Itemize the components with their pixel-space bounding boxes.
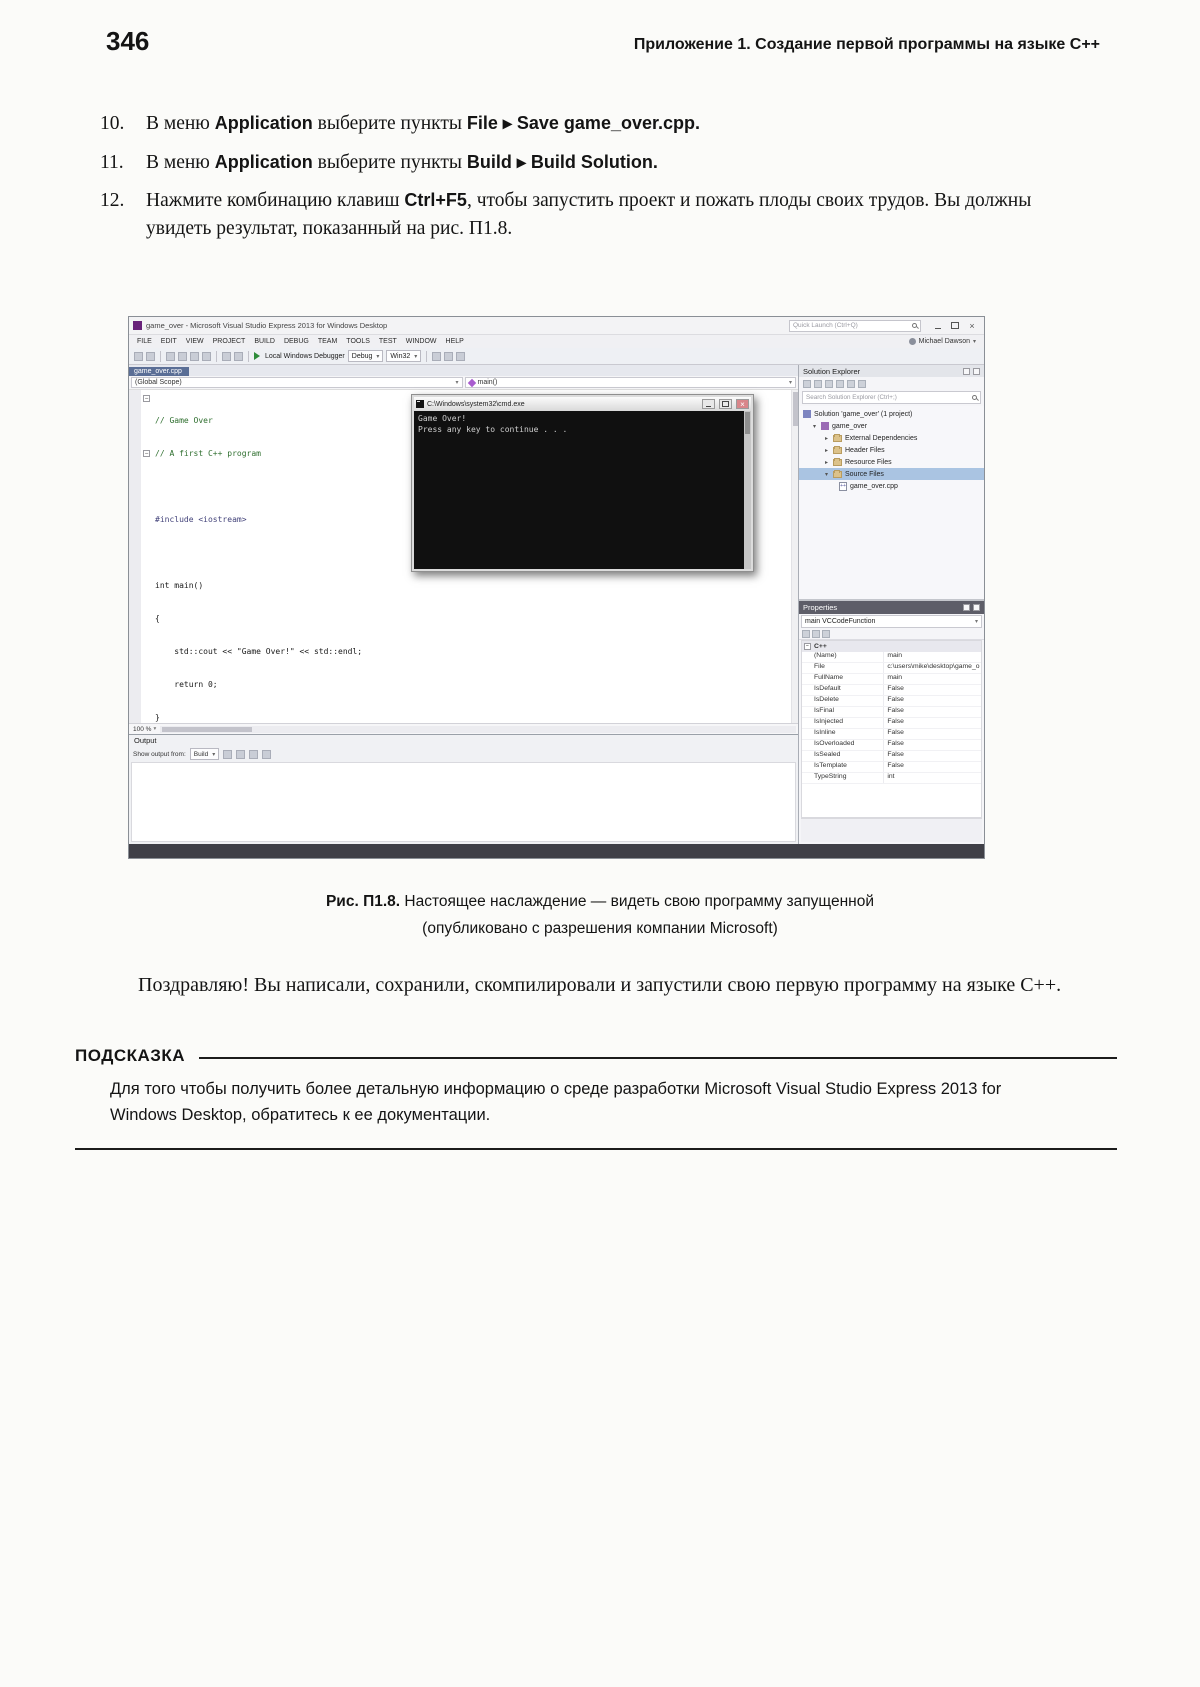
property-name: TypeString (802, 773, 884, 783)
tip-heading (75, 1046, 1117, 1066)
platform-dropdown[interactable] (386, 350, 421, 362)
property-value: False (887, 685, 904, 692)
pin-icon[interactable] (963, 604, 970, 611)
solution-explorer-toolbar (799, 377, 984, 390)
forward-icon[interactable] (146, 352, 155, 361)
property-value: False (887, 729, 904, 736)
step-text: выберите пункты (312, 151, 467, 173)
scrollbar-thumb[interactable] (745, 412, 750, 434)
vs-toolbar (129, 348, 984, 365)
tree-item-header-files[interactable] (799, 444, 984, 456)
toolbar-options-icon[interactable] (456, 352, 465, 361)
run-button[interactable]: Local Windows Debugger (265, 352, 345, 360)
property-row[interactable] (802, 696, 981, 707)
property-value: c:\users\mike\desktop\game_o (887, 663, 980, 670)
figure-caption (0, 888, 1200, 942)
code-line: // Game Over (155, 416, 213, 425)
menu-item-tools[interactable]: TOOLS (346, 338, 370, 345)
property-name: IsTemplate (802, 762, 884, 772)
pin-icon[interactable] (963, 368, 970, 375)
start-debug-icon[interactable] (254, 352, 260, 360)
alphabetical-icon[interactable] (812, 630, 820, 638)
file-tab-game-over-cpp[interactable]: game_over.cpp (129, 367, 189, 376)
step-text: В меню (146, 113, 215, 134)
property-pages-icon[interactable] (822, 630, 830, 638)
properties-grid (801, 640, 982, 818)
shortcut-text: Ctrl+F5 (404, 190, 467, 211)
method-icon (467, 378, 475, 386)
right-panel-column (799, 365, 984, 844)
property-name: IsDelete (802, 696, 884, 706)
tree-item-label: game_over.cpp (850, 482, 898, 490)
menu-item-build[interactable]: BUILD (254, 338, 275, 345)
property-row[interactable] (802, 652, 981, 663)
numbered-steps (100, 110, 1060, 254)
console-title: C:\Windows\system32\cmd.exe (427, 400, 525, 408)
property-name: IsSealed (802, 751, 884, 761)
find-icon[interactable] (432, 352, 441, 361)
step-text: В меню (146, 151, 215, 173)
body-paragraph: Поздравляю! Вы написали, сохранили, скомпилировали и запустили свою первую программу на языке C++. (138, 974, 1062, 996)
editor-tab-bar (129, 365, 798, 376)
chevron-collapsed-icon[interactable] (823, 459, 830, 466)
figure-screenshot (128, 316, 985, 859)
back-icon[interactable] (134, 352, 143, 361)
solution-tree (799, 406, 984, 599)
caption-line-2: (опубликовано с разрешения компании Microsoft) (422, 920, 778, 938)
tree-item-game-over-cpp[interactable] (799, 480, 984, 492)
code-line: #include <iostream> (155, 515, 247, 524)
console-minimize-button[interactable] (702, 399, 715, 409)
console-close-button[interactable] (736, 399, 749, 409)
open-file-icon[interactable] (178, 352, 187, 361)
solution-explorer-title: Solution Explorer (803, 366, 861, 376)
sync-with-active-document-icon[interactable] (847, 380, 855, 388)
step-text: , чтобы запустить проект и пожать плоды своих трудов. Вы должны увидеть результат, показанный на рис. П1.8. (146, 190, 1032, 240)
zoom-dropdown[interactable] (131, 726, 158, 733)
search-icon (912, 323, 917, 328)
properties-panel (799, 601, 984, 844)
editor-navigation-bar (129, 376, 798, 390)
search-placeholder: Search Solution Explorer (Ctrl+;) (806, 394, 897, 401)
property-name: FullName (802, 674, 884, 684)
tree-item-label: Source Files (845, 470, 884, 478)
step-item-11 (100, 149, 1060, 177)
member-value: main() (477, 379, 498, 386)
chevron-collapsed-icon[interactable] (823, 435, 830, 442)
search-icon (972, 395, 977, 400)
property-value: False (887, 762, 904, 769)
property-row[interactable] (802, 773, 981, 784)
properties-titlebar (799, 601, 984, 614)
property-description-area (801, 818, 982, 842)
output-toolbar (129, 747, 798, 761)
show-output-from-label: Show output from: (133, 750, 186, 758)
undo-icon[interactable] (222, 352, 231, 361)
tree-item-label: Resource Files (845, 458, 892, 466)
scope-value: (Global Scope) (135, 379, 182, 386)
property-category-row[interactable] (802, 641, 981, 652)
step-number: 11. (100, 151, 124, 173)
save-all-icon[interactable] (202, 352, 211, 361)
cpp-project-icon (821, 422, 829, 430)
code-line: // A first C++ program (155, 449, 261, 458)
tree-item-solution[interactable] (799, 408, 984, 420)
member-dropdown[interactable] (465, 377, 797, 388)
solution-explorer-search-input[interactable] (802, 391, 981, 404)
scrollbar-thumb[interactable] (162, 727, 252, 732)
editor-horizontal-scrollbar[interactable] (160, 726, 796, 733)
cpp-file-icon (839, 482, 847, 491)
step-text: выберите пункты (312, 113, 467, 134)
menu-item-project[interactable]: PROJECT (212, 338, 246, 345)
console-window[interactable] (411, 394, 754, 572)
solution-explorer-panel (799, 365, 984, 601)
tip-text: Для того чтобы получить более детальную информацию о среде разработки Microsoft Visual Studio Express 2013 for Windows Desktop, обратитесь к ее документации. (110, 1080, 1002, 1125)
property-name: IsFinal (802, 707, 884, 717)
folder-icon (833, 459, 842, 466)
property-row[interactable] (802, 740, 981, 751)
menu-item-test[interactable]: TEST (378, 338, 397, 345)
configuration-value: Debug (351, 352, 373, 360)
property-row[interactable] (802, 718, 981, 729)
properties-toolbar (799, 629, 984, 640)
code-line: int main() (155, 581, 204, 590)
tip-bottom-rule (75, 1148, 1117, 1150)
menu-item-file[interactable]: FILE (137, 338, 152, 345)
property-row[interactable] (802, 674, 981, 685)
properties-object-value: main VCCodeFunction (805, 618, 876, 625)
save-icon[interactable] (190, 352, 199, 361)
menu-item-view[interactable]: VIEW (185, 338, 204, 345)
category-label: C++ (814, 643, 827, 650)
tree-item-project[interactable] (799, 420, 984, 432)
show-all-files-icon[interactable] (825, 380, 833, 388)
close-button[interactable] (964, 319, 980, 332)
menu-item-debug[interactable]: DEBUG (283, 338, 309, 345)
toolbar-separator (426, 351, 427, 362)
chevron-expanded-icon[interactable] (811, 423, 818, 430)
editor-gutter (129, 390, 141, 723)
tree-item-label: Solution 'game_over' (1 project) (814, 410, 913, 418)
tip-rule (199, 1057, 1117, 1059)
property-value: main (887, 674, 903, 681)
step-item-10 (100, 110, 1060, 138)
fold-marker-icon[interactable] (143, 450, 150, 457)
solution-icon (803, 410, 811, 418)
output-source-dropdown[interactable] (190, 748, 219, 760)
property-value: main (887, 652, 903, 659)
properties-object-dropdown[interactable] (801, 615, 982, 628)
code-line: { (155, 614, 160, 623)
user-menu[interactable] (909, 338, 976, 345)
new-file-icon[interactable] (166, 352, 175, 361)
property-value: False (887, 740, 904, 747)
panel-close-icon[interactable] (973, 368, 980, 375)
chevron-expanded-icon[interactable] (823, 471, 830, 478)
tree-item-label: Header Files (845, 446, 885, 454)
editor-vertical-scrollbar[interactable] (791, 390, 798, 723)
chevron-collapsed-icon[interactable] (823, 447, 830, 454)
toolbar-separator (160, 351, 161, 362)
clear-all-icon[interactable] (236, 750, 245, 759)
tree-item-resource-files[interactable] (799, 456, 984, 468)
menu-item-window[interactable]: WINDOW (405, 338, 437, 345)
code-line: } (155, 713, 160, 722)
running-title: Приложение 1. Создание первой программы на языке C++ (633, 36, 1100, 53)
caption-text: Настоящее наслаждение — видеть свою программу запущенной (400, 893, 875, 910)
output-source-value: Build (193, 750, 209, 758)
output-content[interactable] (131, 762, 796, 842)
console-titlebar[interactable] (414, 397, 751, 411)
autoscroll-icon[interactable] (262, 750, 271, 759)
property-row[interactable] (802, 762, 981, 773)
status-bar (129, 844, 984, 858)
property-row[interactable] (802, 685, 981, 696)
redo-icon[interactable] (234, 352, 243, 361)
home-icon[interactable] (803, 380, 811, 388)
quick-launch-placeholder: Quick Launch (Ctrl+Q) (793, 322, 858, 329)
minimize-button[interactable] (930, 319, 946, 332)
window-title: game_over - Microsoft Visual Studio Express 2013 for Windows Desktop (146, 321, 388, 330)
menu-path-text: File ▸ Save game_over.cpp. (466, 113, 700, 133)
menu-name-text: Application (214, 113, 313, 133)
folder-icon (833, 447, 842, 454)
property-row[interactable] (802, 663, 981, 674)
code-line: return 0; (155, 680, 218, 689)
scope-dropdown[interactable] (131, 377, 463, 388)
property-name: IsInjected (802, 718, 884, 728)
toolbar-separator (248, 351, 249, 362)
collapse-all-icon[interactable] (814, 380, 822, 388)
menu-item-team[interactable]: TEAM (317, 338, 338, 345)
platform-value: Win32 (390, 352, 411, 360)
collapse-category-icon[interactable] (804, 643, 811, 650)
vs-menubar (129, 335, 984, 348)
menu-item-help[interactable]: HELP (445, 338, 464, 345)
user-avatar-icon (909, 338, 916, 345)
property-name: (Name) (802, 652, 884, 662)
caption-line-1 (0, 888, 1200, 915)
console-scrollbar[interactable] (744, 411, 751, 569)
solution-platforms-icon[interactable] (444, 352, 453, 361)
user-name: Michael Dawson (918, 338, 970, 345)
configuration-dropdown[interactable] (348, 350, 384, 362)
panel-close-icon[interactable] (973, 604, 980, 611)
zoom-value: 100 % (133, 725, 152, 733)
step-number: 10. (100, 113, 125, 134)
folder-icon (833, 435, 842, 442)
folder-icon (833, 471, 842, 478)
categorized-icon[interactable] (802, 630, 810, 638)
menu-path-text: Build ▸ Build Solution. (466, 151, 658, 172)
properties-icon[interactable] (858, 380, 866, 388)
solution-explorer-titlebar (799, 365, 984, 377)
tip-label: ПОДСКАЗКА (75, 1046, 186, 1065)
tree-item-label: External Dependencies (845, 434, 918, 442)
refresh-icon[interactable] (836, 380, 844, 388)
output-panel (129, 734, 798, 844)
console-maximize-button[interactable] (719, 399, 732, 409)
console-output (414, 411, 751, 569)
property-name: IsOverloaded (802, 740, 884, 750)
property-name: IsInline (802, 729, 884, 739)
property-value: False (887, 696, 904, 703)
step-number: 12. (100, 190, 125, 212)
word-wrap-icon[interactable] (249, 750, 258, 759)
editor-bottom-bar (129, 723, 798, 734)
scrollbar-thumb[interactable] (793, 392, 798, 426)
property-value: False (887, 751, 904, 758)
visual-studio-icon (133, 321, 142, 330)
output-panel-title: Output (134, 736, 157, 745)
vs-titlebar (129, 317, 984, 335)
step-text: Нажмите комбинацию клавиш (146, 190, 405, 212)
chevron-down-icon (973, 338, 976, 345)
tree-item-source-files[interactable] (799, 468, 984, 480)
menu-name-text: Application (214, 151, 313, 172)
code-line: std::cout << "Game Over!" << std::endl; (155, 647, 363, 656)
quick-launch-input[interactable] (789, 320, 921, 332)
find-message-icon[interactable] (223, 750, 232, 759)
property-row[interactable] (802, 707, 981, 718)
console-line: Press any key to continue . . . (418, 425, 568, 434)
toolbar-separator (216, 351, 217, 362)
property-value: False (887, 707, 904, 714)
properties-title: Properties (803, 603, 838, 612)
fold-marker-icon[interactable] (143, 395, 150, 402)
property-row[interactable] (802, 729, 981, 740)
maximize-button[interactable] (947, 319, 963, 332)
caption-label: Рис. П1.8. (325, 893, 401, 910)
property-value: False (887, 718, 904, 725)
property-value: int (887, 773, 895, 780)
property-name: IsDefault (802, 685, 884, 695)
cmd-icon (416, 400, 424, 408)
step-item-12 (100, 187, 1060, 242)
property-row[interactable] (802, 751, 981, 762)
tree-item-external-dependencies[interactable] (799, 432, 984, 444)
menu-item-edit[interactable]: EDIT (160, 338, 177, 345)
page-number: 346 (106, 26, 150, 56)
tree-item-label: game_over (832, 422, 868, 430)
console-line: Game Over! (418, 414, 467, 423)
property-name: File (802, 663, 884, 673)
